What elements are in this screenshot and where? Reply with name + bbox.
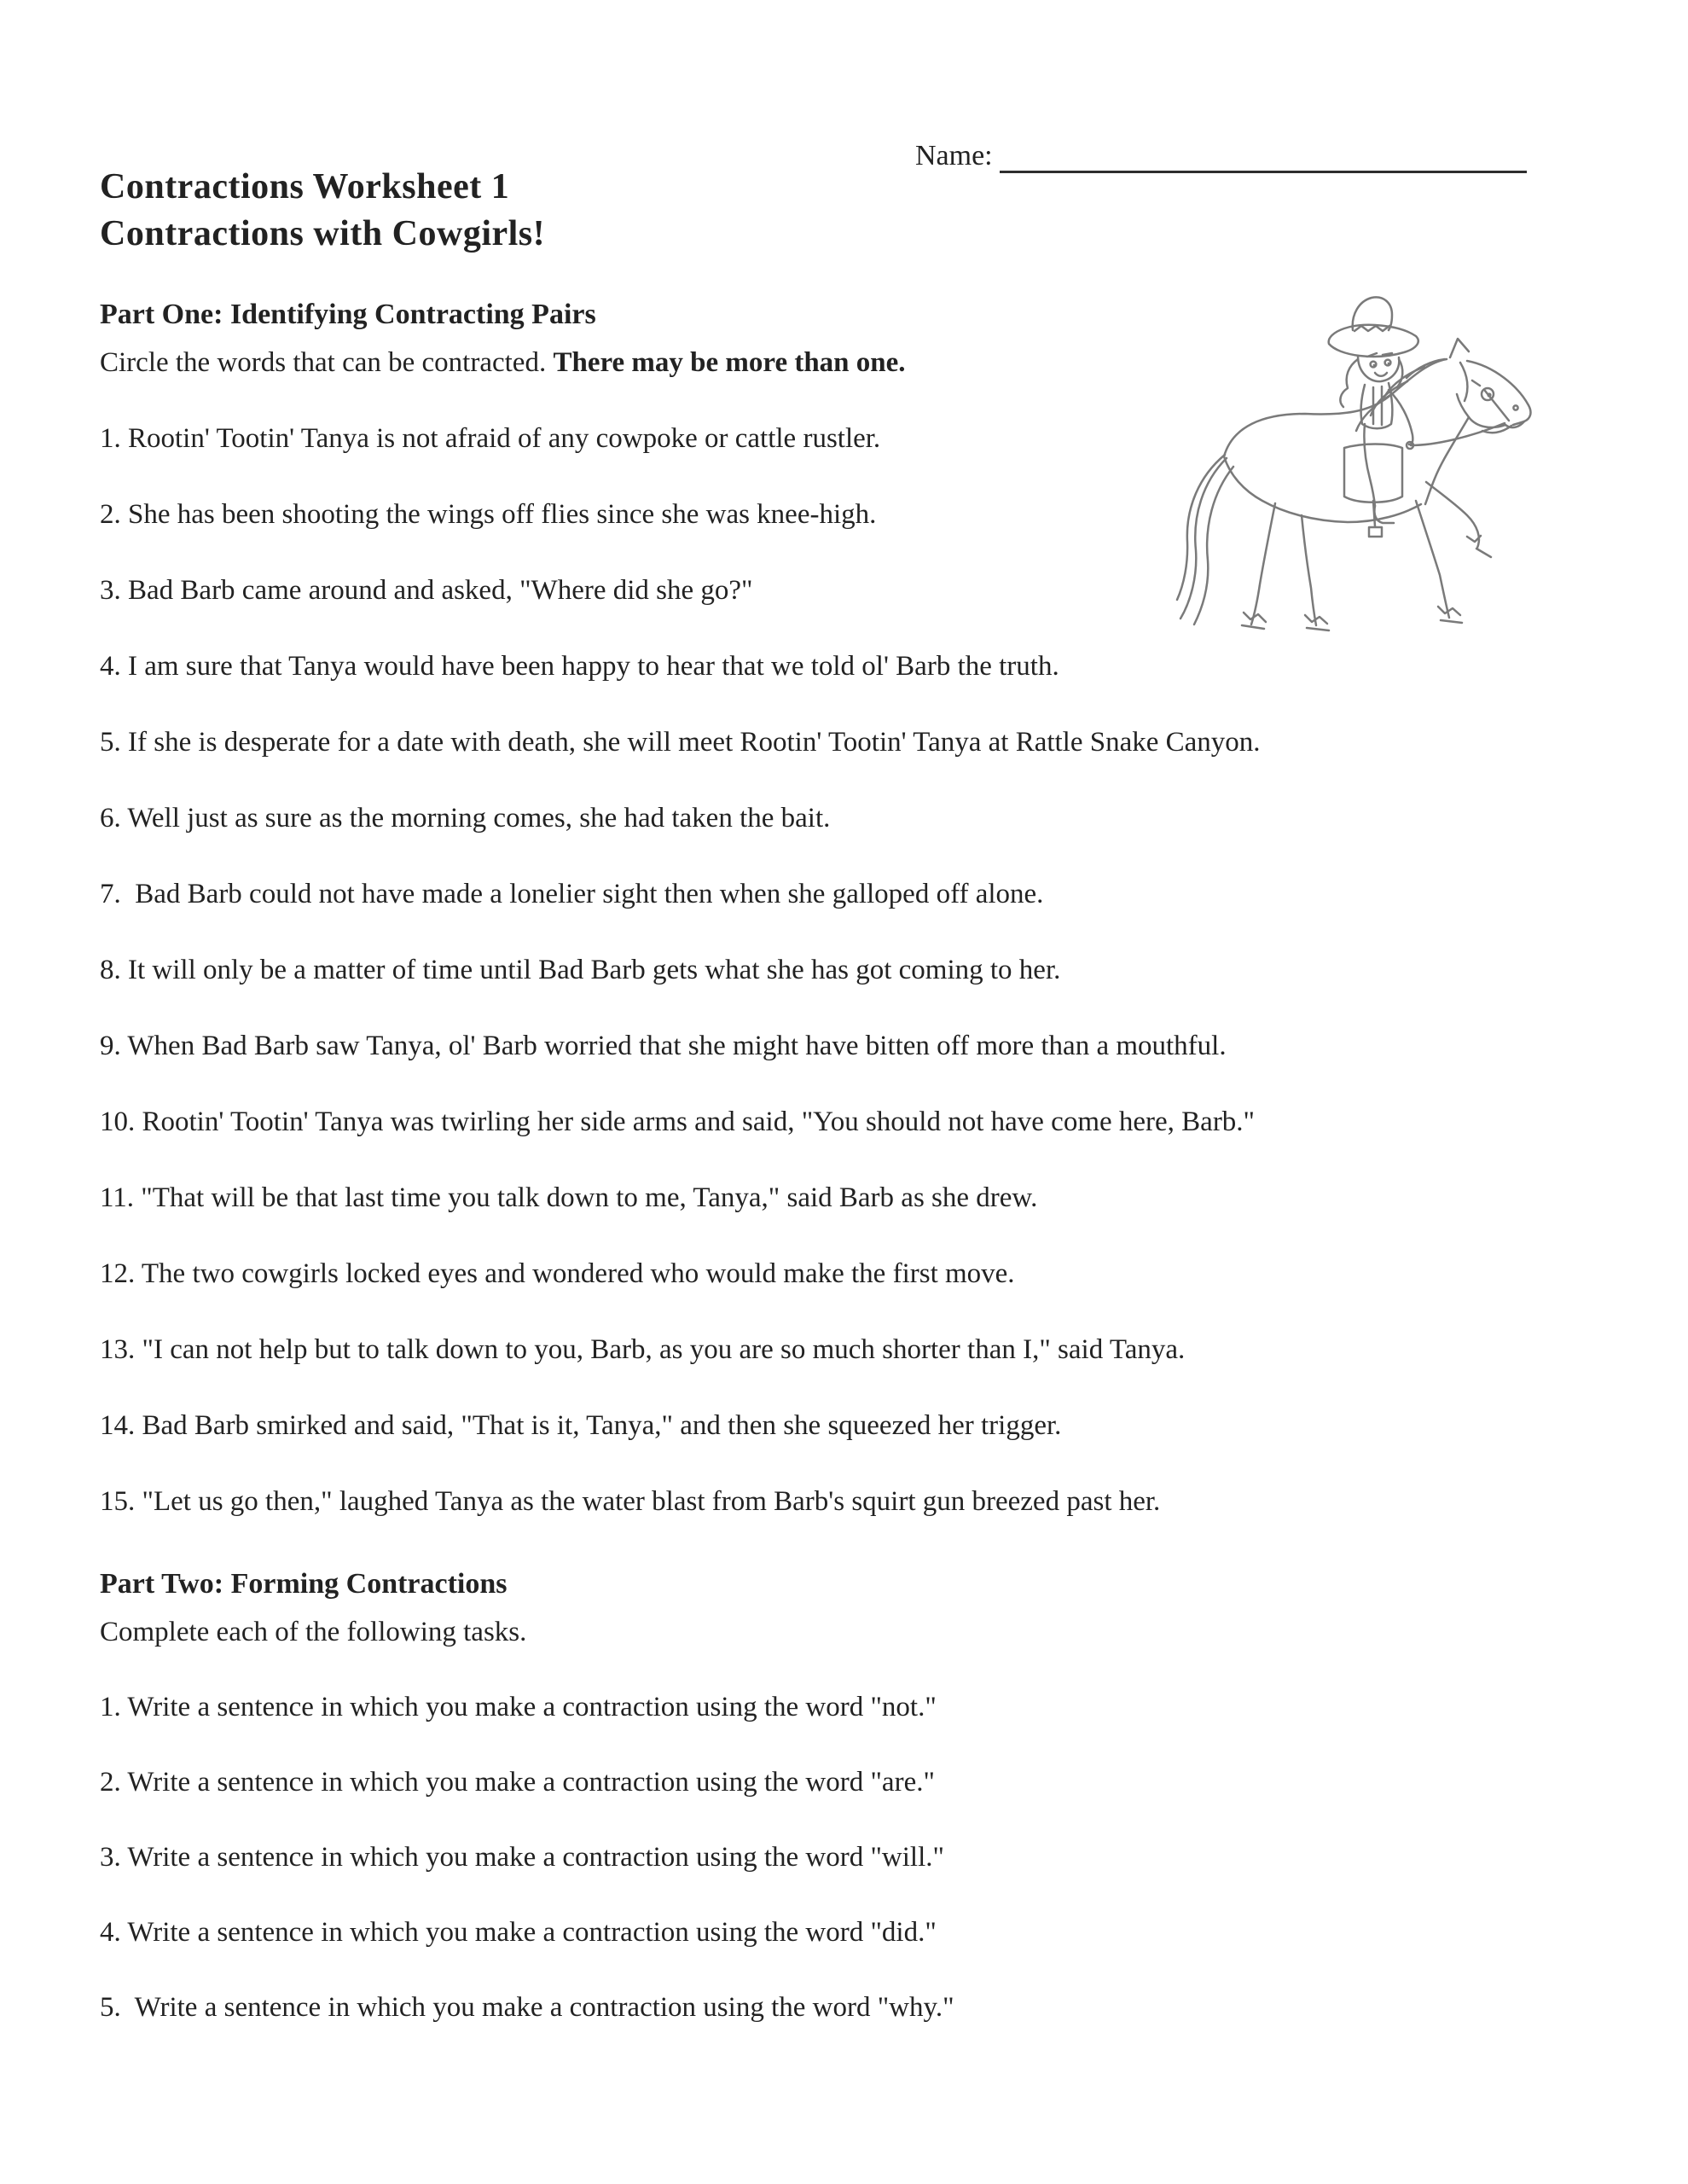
- task-item-4: 4. Write a sentence in which you make a contraction using the word "did.": [100, 1917, 937, 1948]
- sentence-item-12: 12. The two cowgirls locked eyes and wondered who would make the first move.: [100, 1258, 1015, 1289]
- sentence-item-13: 13. "I can not help but to talk down to you, Barb, as you are so much shorter than I," said Tanya.: [100, 1334, 1186, 1365]
- sentence-item-3: 3. Bad Barb came around and asked, "Where did she go?": [100, 575, 753, 606]
- sentence-item-10: 10. Rootin' Tootin' Tanya was twirling her side arms and said, "You should not have come here, Barb.": [100, 1107, 1256, 1137]
- instruction-bold-text: There may be more than one.: [553, 347, 906, 378]
- part-one-instruction: [100, 344, 1601, 381]
- sentence-item-8: 8. It will only be a matter of time until Bad Barb gets what she has got coming to her.: [100, 955, 1061, 985]
- name-label: Name:: [915, 140, 993, 171]
- sentence-item-7: 7. Bad Barb could not have made a lonelier sight then when she galloped off alone.: [100, 879, 1044, 909]
- part-two-instruction: Complete each of the following tasks.: [100, 1617, 527, 1647]
- task-item-3: 3. Write a sentence in which you make a contraction using the word "will.": [100, 1842, 944, 1873]
- sentence-item-1: 1. Rootin' Tootin' Tanya is not afraid of any cowpoke or cattle rustler.: [100, 423, 881, 454]
- sentence-item-5: 5. If she is desperate for a date with death, she will meet Rootin' Tootin' Tanya at Rattle Snake Canyon.: [100, 727, 1261, 758]
- sentence-item-15: 15. "Let us go then," laughed Tanya as the water blast from Barb's squirt gun breezed past her.: [100, 1486, 1161, 1517]
- part-two-heading: Part Two: Forming Contractions: [100, 1568, 508, 1600]
- task-item-2: 2. Write a sentence in which you make a contraction using the word "are.": [100, 1767, 935, 1798]
- task-item-5: 5. Write a sentence in which you make a contraction using the word "why.": [100, 1992, 954, 2023]
- sentence-item-11: 11. "That will be that last time you talk down to me, Tanya," said Barb as she drew.: [100, 1182, 1038, 1213]
- instruction-normal-text: Circle the words that can be contracted.: [100, 347, 554, 378]
- sentence-item-2: 2. She has been shooting the wings off flies since she was knee-high.: [100, 499, 877, 530]
- sentence-item-6: 6. Well just as sure as the morning comes, she had taken the bait.: [100, 803, 831, 834]
- sentence-item-4: 4. I am sure that Tanya would have been happy to hear that we told ol' Barb the truth.: [100, 651, 1059, 682]
- sentence-item-9: 9. When Bad Barb saw Tanya, ol' Barb worried that she might have bitten off more than a mouthful.: [100, 1031, 1227, 1061]
- sentence-item-14: 14. Bad Barb smirked and said, "That is it, Tanya," and then she squeezed her trigger.: [100, 1410, 1062, 1441]
- page-subtitle: Contractions with Cowgirls!: [100, 214, 546, 253]
- page-title: Contractions Worksheet 1: [100, 167, 510, 206]
- worksheet-body: [100, 164, 1601, 2026]
- task-item-1: 1. Write a sentence in which you make a contraction using the word "not.": [100, 1692, 937, 1722]
- part-one-heading: Part One: Identifying Contracting Pairs: [100, 299, 596, 330]
